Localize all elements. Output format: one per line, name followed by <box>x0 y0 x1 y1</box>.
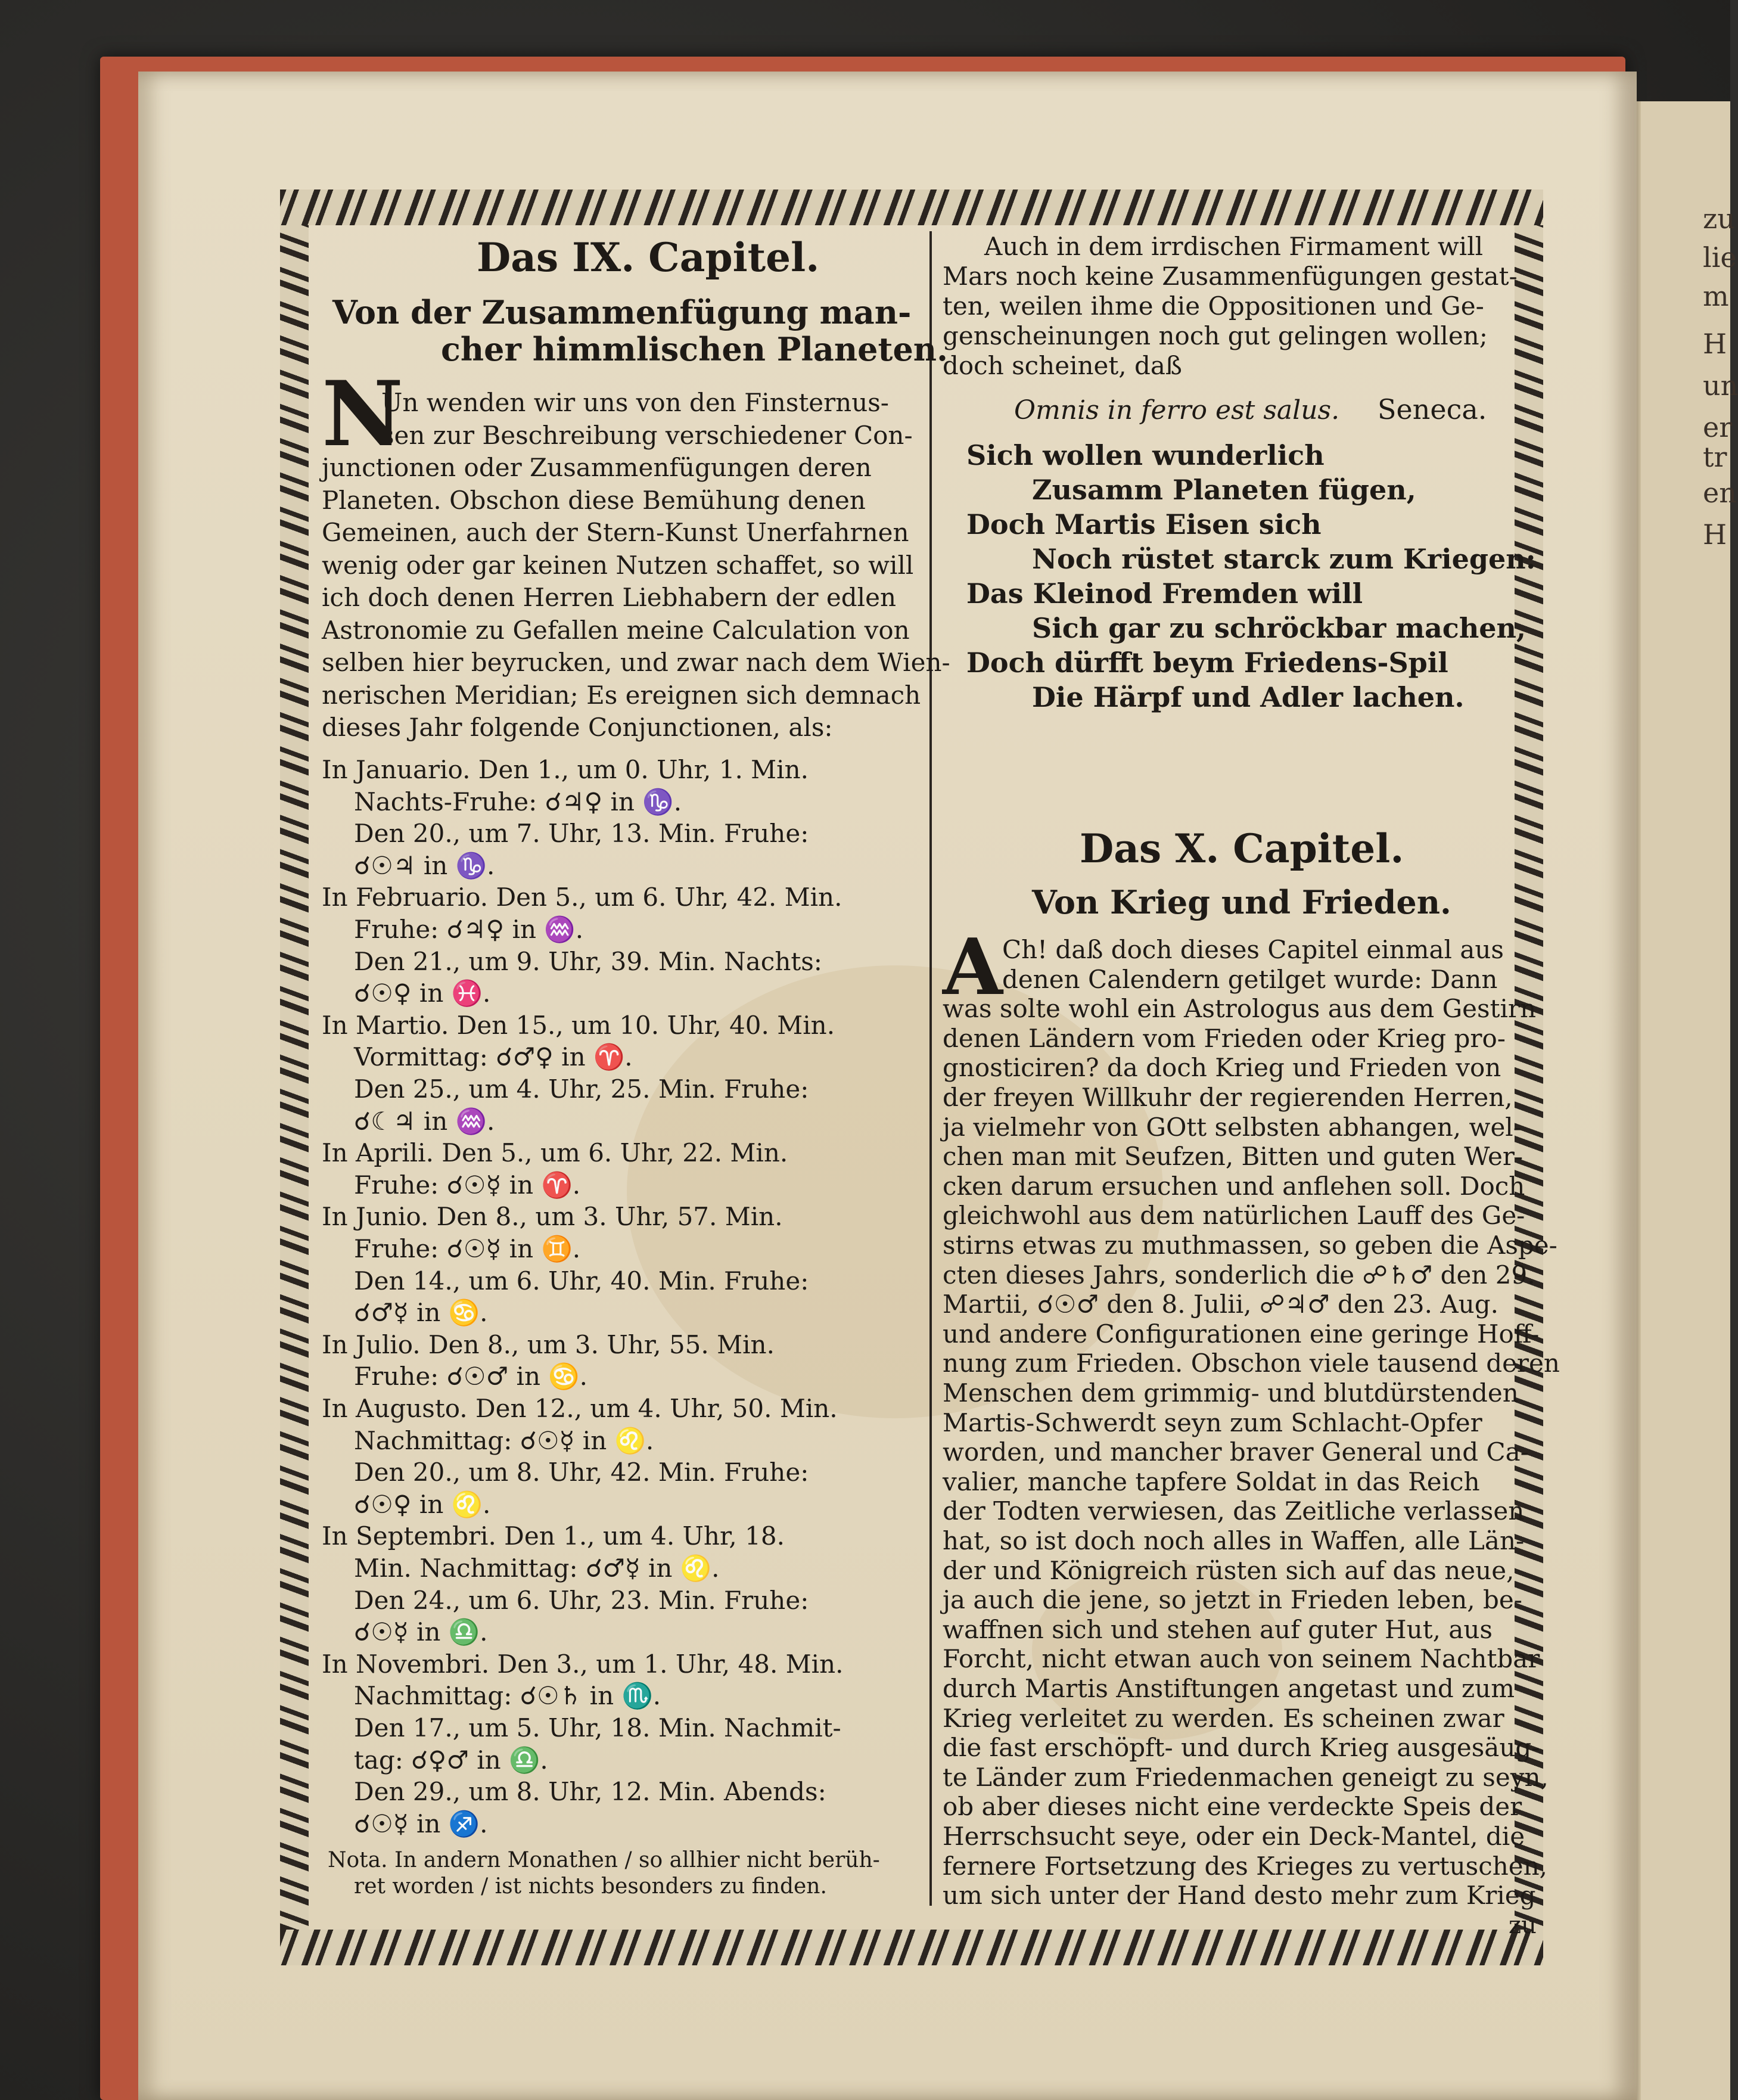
conjunction-line: Fruhe: ☌☉☿ in ♈. <box>354 1170 581 1200</box>
conjunction-line: In Februario. Den 5., um 6. Uhr, 42. Min. <box>322 883 842 912</box>
nota-line: Nota. In andern Monathen / so allhier nicht berüh- <box>328 1848 880 1872</box>
text-line: ich doch denen Herren Liebhabern der edlen <box>322 583 897 612</box>
text-line: chen man mit Seufzen, Bitten und guten Wer- <box>943 1142 1524 1172</box>
chapter-title: Das IX. Capitel. <box>477 234 820 281</box>
text-line: gnosticiren? da doch Krieg und Frieden von <box>943 1053 1501 1083</box>
conjunction-line: ☌☉♀ in ♌. <box>354 1489 491 1519</box>
text-line: Un wenden wir uns von den Finsternus- <box>381 388 889 417</box>
facing-page-fragment: lie <box>1703 241 1737 274</box>
conjunction-line: In Julio. Den 8., um 3. Uhr, 55. Min. <box>322 1329 775 1359</box>
latin-quote-author: Seneca. <box>1378 393 1487 425</box>
text-line: ten, weilen ihme die Oppositionen und Ge- <box>943 291 1484 321</box>
text-line: gleichwohl aus dem natürlichen Lauff des Ge- <box>943 1201 1525 1231</box>
conjunction-line: Den 29., um 8. Uhr, 12. Min. Abends: <box>354 1777 826 1807</box>
conjunction-line: Fruhe: ☌☉☿ in ♊. <box>354 1234 581 1263</box>
text-line: selben hier beyrucken, und zwar nach dem Wien- <box>322 648 950 677</box>
facing-page-fragment: H <box>1703 328 1727 360</box>
text-line: worden, und mancher braver General und Ca- <box>943 1437 1529 1467</box>
text-line: der und Königreich rüsten sich auf das neue, <box>943 1555 1515 1585</box>
text-line: was solte wohl ein Astrologus aus dem Gestirn <box>943 994 1537 1024</box>
conjunction-line: Min. Nachmittag: ☌♂☿ in ♌. <box>354 1554 720 1583</box>
conjunction-line: Nachmittag: ☌☉♄ in ♏. <box>354 1681 661 1711</box>
latin-quote: Omnis in ferro est salus. <box>1014 395 1340 425</box>
chapter-subtitle: Von der Zusammenfügung man- <box>332 293 912 331</box>
text-line: Planeten. Obschon diese Bemühung denen <box>322 485 866 515</box>
text-line: sen zur Beschreibung verschiedener Con- <box>381 420 913 450</box>
verse-line: Doch Martis Eisen sich <box>966 508 1322 540</box>
verse-line: Das Kleinod Fremden will <box>966 577 1363 610</box>
conjunction-line: ☌♂☿ in ♋. <box>354 1298 488 1328</box>
conjunction-line: Nachmittag: ☌☉☿ in ♌. <box>354 1425 654 1455</box>
text-line: durch Martis Anstiftungen angetast und zum <box>943 1674 1515 1703</box>
facing-page-fragment: zu <box>1703 203 1735 235</box>
text-line: wenig oder gar keinen Nutzen schaffet, so will <box>322 550 914 580</box>
text-line: Auch in dem irrdischen Firmament will <box>984 232 1484 261</box>
text-line: Krieg verleitet zu werden. Es scheinen zwar <box>943 1703 1504 1733</box>
text-line: ob aber dieses nicht eine verdeckte Speis der <box>943 1792 1522 1822</box>
facing-page-fragment: tr <box>1703 441 1727 473</box>
text-line: der Todten verwiesen, das Zeitliche verlassen <box>943 1496 1525 1526</box>
verse-line: Doch dürfft beym Friedens-Spil <box>966 647 1448 679</box>
text-line: Gemeinen, auch der Stern-Kunst Unerfahrnen <box>322 518 909 547</box>
frame-bottom-border <box>280 1930 1543 1965</box>
conjunction-line: In Januario. Den 1., um 0. Uhr, 1. Min. <box>322 755 809 784</box>
conjunction-line: Fruhe: ☌♃♀ in ♒. <box>354 915 584 944</box>
conjunction-line: Den 25., um 4. Uhr, 25. Min. Fruhe: <box>354 1074 809 1104</box>
conjunction-line: ☌☉♀ in ♓. <box>354 978 491 1008</box>
text-line: und andere Configurationen eine geringe Hoff- <box>943 1319 1540 1349</box>
text-line: denen Calendern getilget wurde: Dann <box>1002 964 1498 994</box>
column-divider <box>929 231 932 1906</box>
conjunction-line: Vormittag: ☌♂♀ in ♈. <box>354 1042 633 1072</box>
text-line: denen Ländern vom Frieden oder Krieg pro- <box>943 1023 1506 1053</box>
text-line: um sich unter der Hand desto mehr zum Krieg <box>943 1881 1536 1910</box>
conjunction-line: Den 14., um 6. Uhr, 40. Min. Fruhe: <box>354 1266 809 1296</box>
nota-line: ret worden / ist nichts besonders zu finden. <box>354 1874 827 1899</box>
facing-page-fragment: H <box>1703 518 1727 551</box>
text-line: Martis-Schwerdt seyn zum Schlacht-Opfer <box>943 1408 1482 1437</box>
ornamental-frame <box>280 190 1560 1965</box>
text-line: ja auch die jene, so jetzt in Frieden leben, be- <box>943 1585 1522 1615</box>
verse-line: Zusamm Planeten fügen, <box>1032 474 1416 506</box>
conjunction-line: In Novembri. Den 3., um 1. Uhr, 48. Min. <box>322 1649 844 1679</box>
conjunction-line: ☌☉♃ in ♑. <box>354 850 495 880</box>
text-line: Ch! daß doch dieses Capitel einmal aus <box>1002 935 1504 964</box>
conjunction-line: In Aprili. Den 5., um 6. Uhr, 22. Min. <box>322 1138 788 1168</box>
conjunction-line: In Martio. Den 15., um 10. Uhr, 40. Min. <box>322 1010 835 1040</box>
text-line: Astronomie zu Gefallen meine Calculation von <box>322 615 910 645</box>
text-line: die fast erschöpft- und durch Krieg ausgesäug- <box>943 1733 1540 1763</box>
verse-line: Sich wollen wunderlich <box>966 439 1325 471</box>
conjunction-line: Den 20., um 8. Uhr, 42. Min. Fruhe: <box>354 1458 809 1487</box>
catchword: zu <box>1509 1912 1537 1939</box>
conjunction-line: Fruhe: ☌☉♂ in ♋. <box>354 1362 588 1391</box>
text-line: Herrschsucht seye, oder ein Deck-Mantel, die <box>943 1822 1525 1851</box>
text-line: Menschen dem grimmig- und blutdürstenden <box>943 1378 1519 1408</box>
text-line: nerischen Meridian; Es ereignen sich demnach <box>322 680 921 710</box>
conjunction-line: Den 24., um 6. Uhr, 23. Min. Fruhe: <box>354 1585 809 1615</box>
text-line: dieses Jahr folgende Conjunctionen, als: <box>322 713 833 742</box>
conjunction-line: Den 20., um 7. Uhr, 13. Min. Fruhe: <box>354 819 809 849</box>
text-line: fernere Fortsetzung des Krieges zu vertuschen, <box>943 1851 1548 1881</box>
text-line: Forcht, nicht etwan auch von seinem Nachtbar <box>943 1644 1540 1674</box>
conjunction-line: Den 17., um 5. Uhr, 18. Min. Nachmit- <box>354 1713 841 1742</box>
verse-line: Die Härpf und Adler lachen. <box>1032 681 1465 713</box>
conjunction-line: Nachts-Fruhe: ☌♃♀ in ♑. <box>354 787 682 816</box>
text-line: junctionen oder Zusammenfügungen deren <box>322 453 872 482</box>
text-line: ja vielmehr von GOtt selbsten abhangen, wel- <box>943 1112 1522 1142</box>
chapter-title: Das X. Capitel. <box>1080 825 1404 872</box>
text-line: te Länder zum Friedenmachen geneigt zu seyn, <box>943 1762 1549 1792</box>
conjunction-line: In Junio. Den 8., um 3. Uhr, 57. Min. <box>322 1202 783 1232</box>
conjunction-line: ☌☾♃ in ♒. <box>354 1106 495 1136</box>
conjunction-line: tag: ☌♀♂ in ♎. <box>354 1745 548 1775</box>
conjunction-line: In Augusto. Den 12., um 4. Uhr, 50. Min. <box>322 1394 838 1423</box>
frame-left-border <box>280 225 309 1930</box>
chapter-subtitle: Von Krieg und Frieden. <box>1032 883 1451 921</box>
text-line: der freyen Willkuhr der regierenden Herren, <box>943 1083 1513 1112</box>
text-line: cten dieses Jahrs, sonderlich die ☍♄♂ den 29. <box>943 1260 1535 1290</box>
facing-page-fragment: un <box>1703 369 1738 402</box>
conjunction-line: ☌☉☿ in ♐. <box>354 1809 488 1838</box>
text-line: genscheinungen noch gut gelingen wollen; <box>943 321 1488 350</box>
frame-top-border <box>280 190 1543 225</box>
facing-page-fragment: m <box>1703 280 1729 312</box>
drop-cap: N <box>322 362 404 467</box>
text-line: hat, so ist doch noch alles in Waffen, alle Län- <box>943 1526 1525 1555</box>
conjunction-line: In Septembri. Den 1., um 4. Uhr, 18. <box>322 1521 785 1551</box>
text-line: Mars noch keine Zusammenfügungen gestat- <box>943 262 1518 291</box>
text-line: waffnen sich und stehen auf guter Hut, aus <box>943 1614 1493 1644</box>
conjunction-line: Den 21., um 9. Uhr, 39. Min. Nachts: <box>354 946 822 976</box>
drop-cap: A <box>943 921 1003 1012</box>
text-line: stirns etwas zu muthmassen, so geben die Aspe- <box>943 1231 1557 1260</box>
text-line: cken darum ersuchen und anflehen soll. Doch <box>943 1171 1525 1201</box>
text-line: valier, manche tapfere Soldat in das Reich <box>943 1467 1480 1496</box>
text-line: doch scheinet, daß <box>943 351 1182 380</box>
facing-page-fragment: er <box>1703 411 1733 443</box>
verse-line: Noch rüstet starck zum Kriegen: <box>1032 543 1536 575</box>
facing-page-fragment: en <box>1703 477 1737 509</box>
chapter-subtitle: cher himmlischen Planeten. <box>441 330 948 368</box>
text-line: nung zum Frieden. Obschon viele tausend deren <box>943 1349 1560 1378</box>
verse-line: Sich gar zu schröckbar machen, <box>1032 612 1526 644</box>
text-line: Martii, ☌☉♂ den 8. Julii, ☍♃♂ den 23. Aug. <box>943 1290 1498 1319</box>
conjunction-line: ☌☉☿ in ♎. <box>354 1617 488 1647</box>
